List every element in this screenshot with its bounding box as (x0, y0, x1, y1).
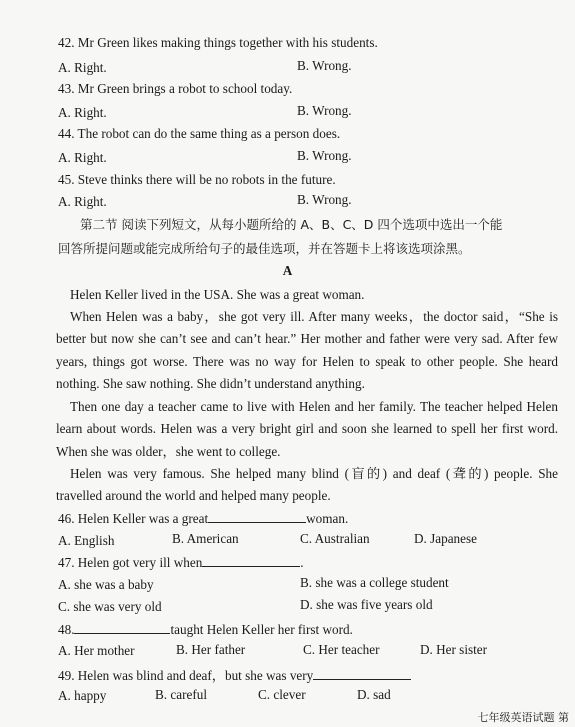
section-instruction-line2: 回答所提问题或能完成所给句子的最佳选项，并在答题卡上将该选项涂黑。 (58, 241, 471, 256)
q47-stem: 47. Helen got very ill when (58, 555, 203, 570)
passage-paragraph-3 (56, 396, 558, 463)
q48-option-a: A. Her mother (58, 643, 135, 658)
question-48 (58, 621, 353, 638)
q42-option-b: B. Wrong. (297, 58, 352, 73)
passage-paragraph-1 (56, 284, 558, 306)
q46-option-a: A. English (58, 533, 115, 548)
q48-option-c: C. Her teacher (303, 642, 380, 657)
passage-p4-text: Helen was very famous. She helped many blind (盲的) and deaf (聋的) people. She travelled around the world and helped many people. (56, 466, 558, 504)
passage-paragraph-2 (56, 306, 558, 395)
q48-option-d: D. Her sister (420, 642, 488, 657)
question-43: 43. Mr Green brings a robot to school today. (58, 81, 293, 96)
q49-option-b: B. careful (155, 687, 207, 702)
q44-option-b: B. Wrong. (297, 148, 352, 163)
q44-option-a: A. Right. (58, 150, 107, 165)
question-44: 44. The robot can do the same thing as a person does. (58, 126, 341, 141)
q46-option-c: C. Australian (300, 531, 370, 546)
page-footer: 七年级英语试题 第 (477, 711, 569, 724)
q47-option-c: C. she was very old (58, 599, 162, 614)
q43-option-b: B. Wrong. (297, 103, 352, 118)
passage-p2-text: When Helen was a baby，she got very ill. After many weeks，the doctor said，“She is better but now she can’t see and can’t hear.” Her mother and father were very sad. After few years, things got worse. There was no way for Helen to speak to other people. She heard nothing. She saw nothing. She didn’t understand anything. (56, 309, 558, 391)
answer-blank (313, 667, 411, 680)
q42-option-a: A. Right. (58, 60, 107, 75)
answer-blank (74, 621, 170, 634)
q47-option-d: D. she was five years old (300, 597, 433, 612)
q49-option-c: C. clever (258, 687, 306, 702)
q49-stem: 49. Helen was blind and deaf，but she was very (58, 668, 314, 683)
q45-option-b: B. Wrong. (297, 192, 352, 207)
passage-p3-text: Then one day a teacher came to live with Helen and her family. The teacher helped Helen learn about words. Helen was a very bright girl and soon she learned to spell her first word. When she was older，she went to college. (56, 399, 558, 459)
q46-option-d: D. Japanese (414, 531, 477, 546)
passage-label: A (282, 263, 293, 278)
q46-stem: 46. Helen Keller was a great (58, 511, 209, 526)
question-42: 42. Mr Green likes making things together with his students. (58, 35, 378, 50)
q46-stem-end: woman. (306, 511, 349, 526)
passage-paragraph-4 (56, 463, 558, 508)
q47-stem-end: . (300, 555, 304, 570)
q49-option-a: A. happy (58, 688, 107, 703)
q49-option-d: D. sad (357, 687, 391, 702)
question-49 (58, 665, 411, 684)
section-instruction-line1: 第二节 阅读下列短文，从每小题所给的 A、B、C、D 四个选项中选出一个能 (80, 217, 503, 232)
question-46 (58, 510, 348, 527)
question-45: 45. Steve thinks there will be no robots in the future. (58, 172, 336, 187)
q45-option-a: A. Right. (58, 194, 107, 209)
q48-stem-end: taught Helen Keller her first word. (170, 622, 353, 637)
q47-option-b: B. she was a college student (300, 575, 449, 590)
answer-blank (208, 510, 306, 523)
q43-option-a: A. Right. (58, 105, 107, 120)
passage-p1-text: Helen Keller lived in the USA. She was a great woman. (70, 287, 365, 302)
q46-option-b: B. American (172, 531, 239, 546)
q47-option-a: A. she was a baby (58, 577, 154, 592)
q48-option-b: B. Her father (176, 642, 246, 657)
answer-blank (202, 554, 300, 567)
q48-stem: 48. (58, 622, 75, 637)
question-47 (58, 554, 304, 571)
